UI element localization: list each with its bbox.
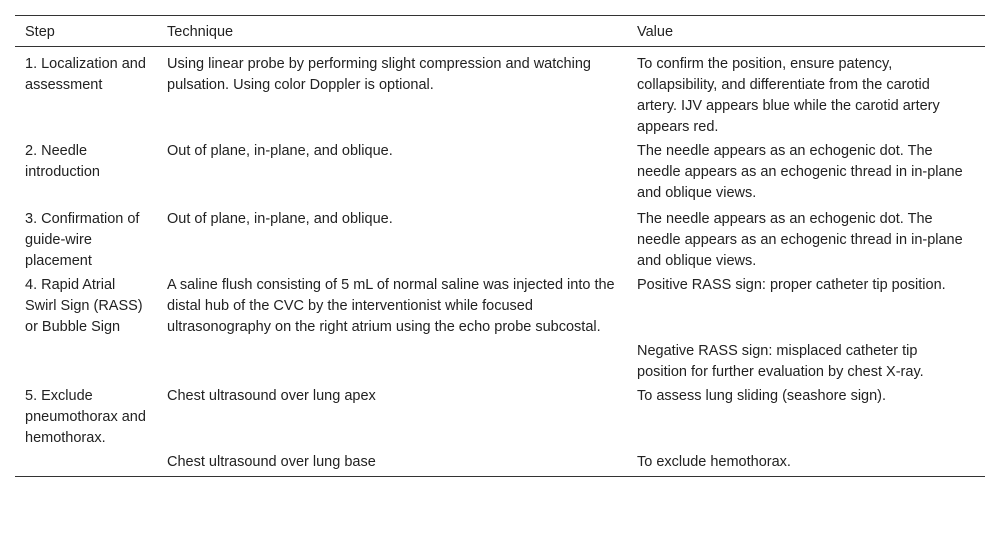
step-cell: 3. Confirmation of guide-wire placement (25, 211, 140, 269)
table-row (15, 340, 985, 385)
table-row (15, 140, 985, 208)
value-cell: To assess lung sliding (seashore sign). (637, 388, 887, 404)
header-step: Step (15, 16, 157, 47)
table-row (15, 208, 985, 274)
value-cell: The needle appears as an echogenic dot. The needle appears as an echogenic thread in in-plane and oblique views. (637, 143, 963, 201)
value-cell: The needle appears as an echogenic dot. The needle appears as an echogenic thread in in-plane and oblique views. (637, 211, 963, 269)
table-row (15, 274, 985, 340)
value-cell: Negative RASS sign: misplaced catheter tip position for further evaluation by chest X-ray. (637, 343, 924, 380)
step-cell (15, 340, 157, 385)
header-row (15, 16, 985, 47)
technique-cell: Out of plane, in-plane, and oblique. (167, 143, 393, 159)
technique-cell: A saline flush consisting of 5 mL of normal saline was injected into the distal hub of the CVC by the interventionist while focused ultrasonography on the right atrium using the echo probe subcostal. (167, 277, 615, 335)
table-row (15, 47, 985, 141)
step-cell: 5. Exclude pneumothorax and hemothorax. (25, 388, 146, 446)
technique-cell: Out of plane, in-plane, and oblique. (167, 211, 393, 227)
procedure-table (15, 15, 985, 477)
technique-cell: Chest ultrasound over lung base (157, 451, 627, 477)
step-cell: 1. Localization and assessment (25, 56, 146, 93)
header-value: Value (627, 16, 985, 47)
value-cell: To confirm the position, ensure patency, collapsibility, and differentiate from the carotid artery. IJV appears blue while the carotid artery appears red. (637, 56, 940, 135)
technique-cell: Using linear probe by performing slight compression and watching pulsation. Using color Doppler is optional. (167, 56, 591, 93)
value-cell: To exclude hemothorax. (627, 451, 985, 477)
step-cell: 4. Rapid Atrial Swirl Sign (RASS) or Bubble Sign (25, 277, 143, 335)
technique-cell: Chest ultrasound over lung apex (167, 388, 376, 404)
value-cell: Positive RASS sign: proper catheter tip position. (637, 277, 946, 293)
step-cell: 2. Needle introduction (25, 143, 100, 180)
step-cell (15, 451, 157, 477)
table-row (15, 451, 985, 477)
technique-cell (157, 340, 627, 385)
table-row (15, 385, 985, 451)
header-technique: Technique (157, 16, 627, 47)
